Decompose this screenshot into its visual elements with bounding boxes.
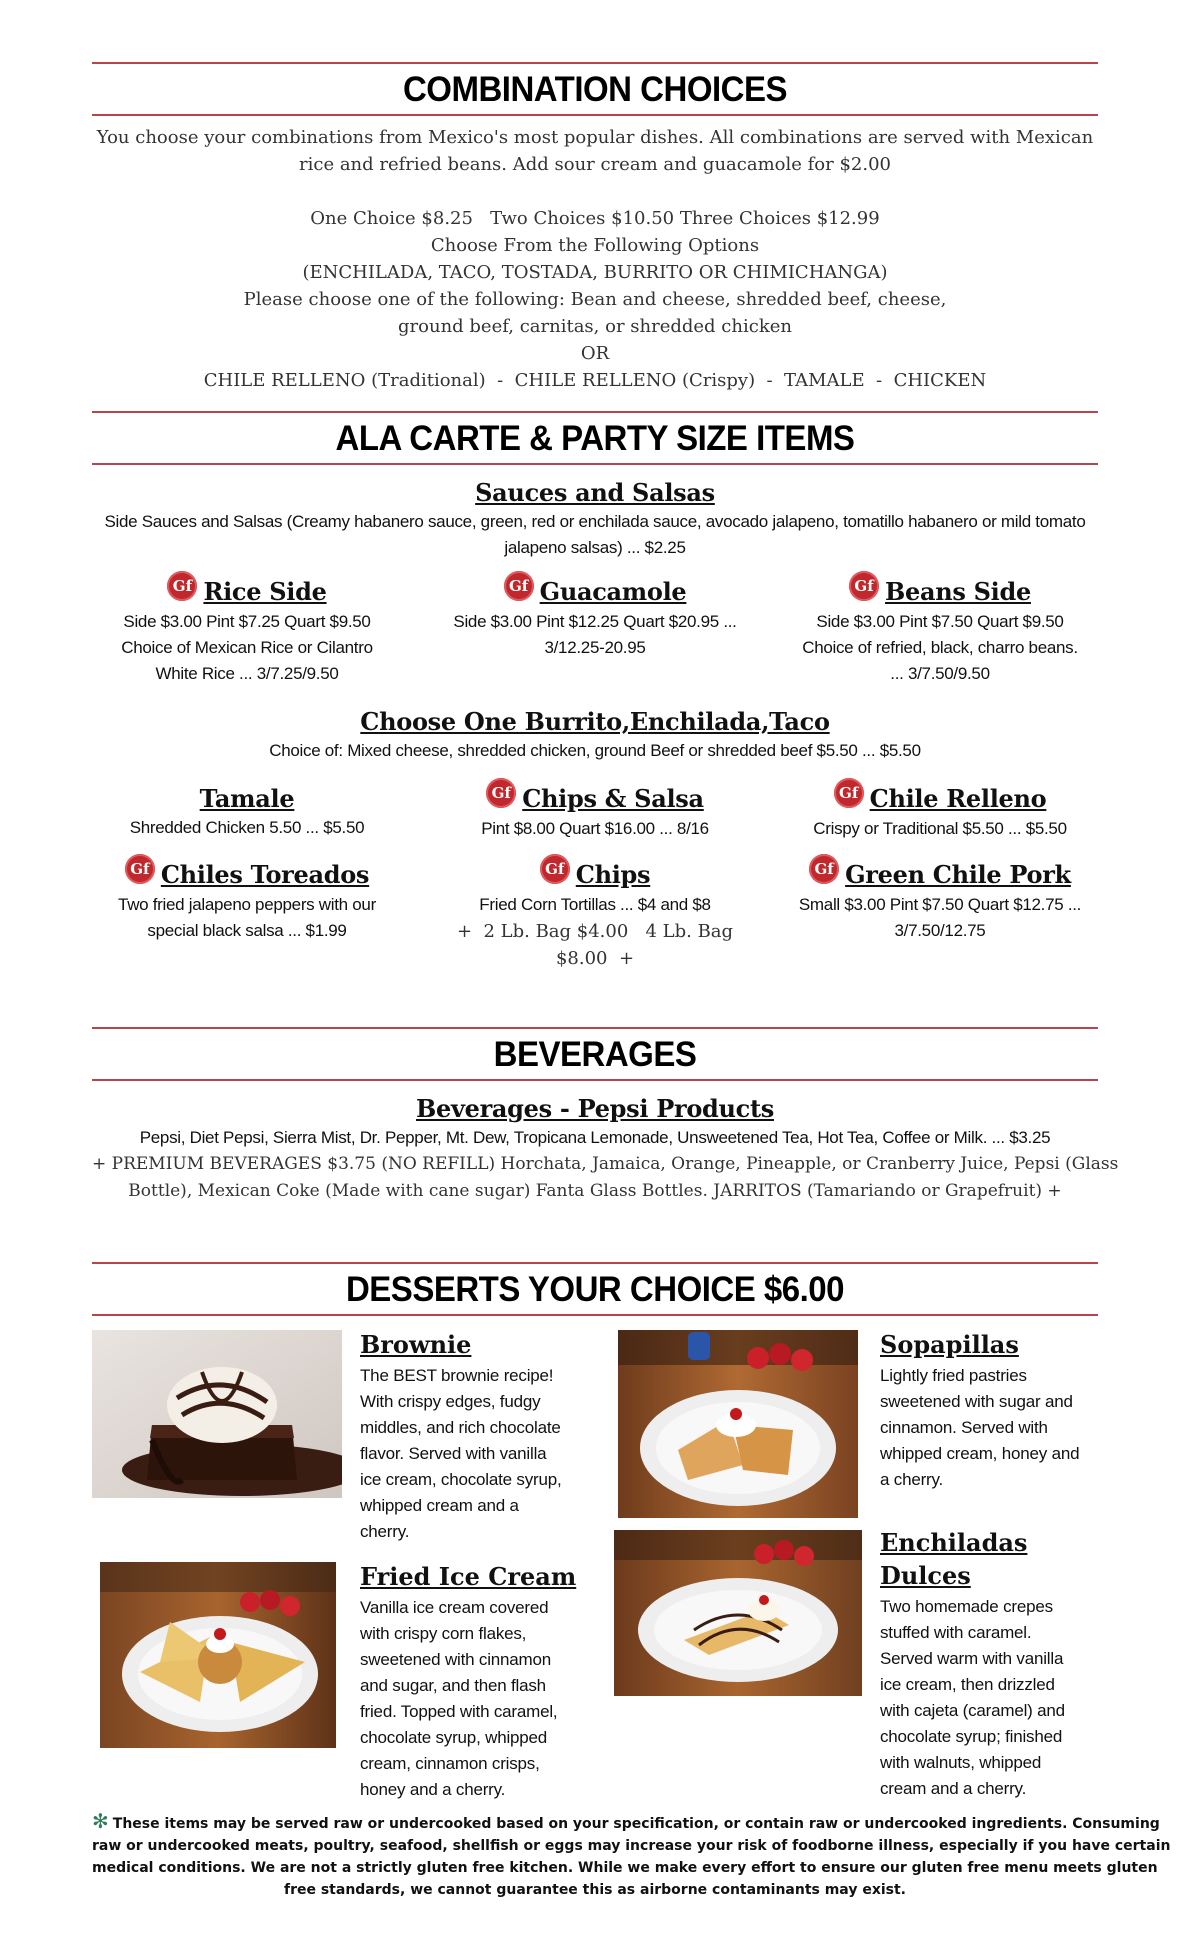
gluten-free-badge-icon: Gf xyxy=(167,571,197,601)
desserts-title: DESSERTS YOUR CHOICE $6.00 xyxy=(345,1268,845,1309)
enchiladas-dulces-title-line1: Enchiladas xyxy=(880,1528,1028,1557)
beverages-line1: Pepsi, Diet Pepsi, Sierra Mist, Dr. Pepper, Mt. Dew, Tropicana Lemonade, Unsweetened Tea, Hot Tea, Coffee or Milk. ... $3.25 xyxy=(139,1128,1051,1147)
brownie-photo xyxy=(92,1330,342,1498)
combination-fill-line1: Please choose one of the following: Bean and cheese, shredded beef, cheese, xyxy=(243,289,947,310)
fried-ice-cream-line: honey and a cherry. xyxy=(360,1780,506,1799)
disclaimer-line1: These items may be served raw or undercooked based on your specification, or contain raw or undercooked ingredients. Consuming xyxy=(112,1816,1160,1832)
chile-relleno-item xyxy=(780,784,1100,842)
fried-ice-cream-line: chocolate syrup, whipped xyxy=(360,1728,548,1747)
disclaimer-line3: medical conditions. We are not a strictly gluten free kitchen. While we make every effort to ensure our gluten free menu meets gluten xyxy=(92,1860,1158,1876)
brownie-title: Brownie xyxy=(360,1330,472,1359)
fried-ice-cream-line: with crispy corn flakes, xyxy=(360,1624,527,1643)
beans-side-line2: Choice of refried, black, charro beans. xyxy=(802,638,1078,657)
combination-fill-line2: ground beef, carnitas, or shredded chicken xyxy=(398,316,792,337)
rice-side-title: Rice Side xyxy=(203,577,327,606)
green-chile-pork-title: Green Chile Pork xyxy=(845,860,1071,889)
combination-intro xyxy=(92,124,1098,394)
sopapillas-line: a cherry. xyxy=(880,1470,944,1489)
fried-ice-cream-line: Vanilla ice cream covered xyxy=(360,1598,549,1617)
beverages-line2: + PREMIUM BEVERAGES $3.75 (NO REFILL) Horchata, Jamaica, Orange, Pineapple, or Cranberry Juice, Pepsi (Glass xyxy=(92,1154,1119,1174)
gluten-free-badge-icon: Gf xyxy=(809,854,839,884)
chips-item xyxy=(430,860,760,972)
combination-prices: One Choice $8.25 Two Choices $10.50 Three Choices $12.99 xyxy=(310,208,880,229)
beans-side-item xyxy=(780,577,1100,687)
rice-side-item xyxy=(92,577,402,687)
beans-side-title: Beans Side xyxy=(885,577,1031,606)
gluten-free-badge-icon: Gf xyxy=(849,571,879,601)
combination-or: OR xyxy=(580,343,610,364)
fried-ice-cream-block xyxy=(360,1562,600,1803)
fried-ice-cream-image xyxy=(100,1562,336,1748)
chile-relleno-title: Chile Relleno xyxy=(869,784,1047,813)
chiles-toreados-line2: special black salsa ... $1.99 xyxy=(147,921,347,940)
choose-one-line1: Choice of: Mixed cheese, shredded chicken, ground Beef or shredded beef $5.50 ... $5.50 xyxy=(269,741,921,760)
brownie-line: The BEST brownie recipe! xyxy=(360,1366,554,1385)
gluten-free-badge-icon: Gf xyxy=(125,854,155,884)
chips-title: Chips xyxy=(575,860,651,889)
tamale-line1: Shredded Chicken 5.50 ... $5.50 xyxy=(129,818,365,837)
enchiladas-dulces-line: with walnuts, whipped xyxy=(880,1753,1042,1772)
beverages-block xyxy=(92,1094,1119,1205)
tamale-item xyxy=(92,784,402,841)
enchiladas-dulces-photo xyxy=(614,1530,862,1696)
guacamole-item xyxy=(430,577,760,661)
brownie-line: With crispy edges, fudgy xyxy=(360,1392,541,1411)
sopapillas-line: whipped cream, honey and xyxy=(880,1444,1080,1463)
enchiladas-dulces-line: Served warm with vanilla xyxy=(880,1649,1064,1668)
sauces-line1: Side Sauces and Salsas (Creamy habanero sauce, green, red or enchilada sauce, avocado jalapeno, tomatillo habanero or mild tomato xyxy=(104,512,1086,531)
sopapillas-photo xyxy=(618,1330,858,1518)
fried-ice-cream-line: sweetened with cinnamon xyxy=(360,1650,552,1669)
guacamole-line2: 3/12.25-20.95 xyxy=(544,638,646,657)
brownie-line: flavor. Served with vanilla xyxy=(360,1444,547,1463)
combination-intro-line2: rice and refried beans. Add sour cream and guacamole for $2.00 xyxy=(299,154,891,175)
sopapillas-line: Lightly fried pastries xyxy=(880,1366,1027,1385)
enchiladas-dulces-block xyxy=(880,1528,1090,1802)
fried-ice-cream-line: and sugar, and then flash xyxy=(360,1676,546,1695)
brownie-line: cherry. xyxy=(360,1522,410,1541)
disclaimer-line2: raw or undercooked meats, poultry, seafood, shellfish or eggs may increase your risk of foodborne illness, especially if you have certain xyxy=(92,1838,1171,1854)
green-chile-pork-line2: 3/7.50/12.75 xyxy=(894,921,986,940)
enchiladas-dulces-line: cream and a cherry. xyxy=(880,1779,1027,1798)
fried-ice-cream-title: Fried Ice Cream xyxy=(360,1562,577,1591)
beverages-heading xyxy=(92,1027,1098,1081)
choose-one-block xyxy=(92,707,1098,764)
alacarte-title: ALA CARTE & PARTY SIZE ITEMS xyxy=(335,417,855,458)
sopapillas-block xyxy=(880,1330,1090,1493)
enchiladas-dulces-line: with cajeta (caramel) and xyxy=(880,1701,1065,1720)
beans-side-line3: ... 3/7.50/9.50 xyxy=(890,664,990,683)
beans-side-line1: Side $3.00 Pint $7.50 Quart $9.50 xyxy=(816,612,1064,631)
sopapillas-image xyxy=(618,1330,858,1518)
rice-side-line1: Side $3.00 Pint $7.25 Quart $9.50 xyxy=(123,612,371,631)
sauces-block xyxy=(92,478,1098,561)
brownie-image xyxy=(92,1330,342,1498)
rice-side-line2: Choice of Mexican Rice or Cilantro xyxy=(121,638,373,657)
combination-title: COMBINATION CHOICES xyxy=(402,68,788,109)
chips-salsa-item xyxy=(430,784,760,842)
beverages-line3: Bottle), Mexican Coke (Made with cane sugar) Fanta Glass Bottles. JARRITOS (Tamariando or Grapefruit) + xyxy=(128,1181,1062,1201)
choose-one-title: Choose One Burrito,Enchilada,Taco xyxy=(360,707,830,736)
desserts-heading xyxy=(92,1262,1098,1316)
asterisk-icon: ✻ xyxy=(92,1809,109,1833)
brownie-line: middles, and rich chocolate xyxy=(360,1418,561,1437)
green-chile-pork-item xyxy=(780,860,1100,944)
sauces-line2: jalapeno salsas) ... $2.25 xyxy=(504,538,686,557)
sopapillas-description xyxy=(880,1363,1090,1493)
alacarte-heading xyxy=(92,411,1098,465)
gluten-free-badge-icon: Gf xyxy=(540,854,570,884)
fried-ice-cream-photo xyxy=(100,1562,336,1748)
chips-salsa-title: Chips & Salsa xyxy=(522,784,704,813)
combination-alt: CHILE RELLENO (Traditional) - CHILE RELLENO (Crispy) - TAMALE - CHICKEN xyxy=(203,370,987,391)
chips-line3: $8.00 + xyxy=(555,948,635,969)
enchiladas-dulces-image xyxy=(614,1530,862,1696)
beverages-subtitle: Beverages - Pepsi Products xyxy=(416,1094,774,1123)
rice-side-line3: White Rice ... 3/7.25/9.50 xyxy=(155,664,339,683)
enchiladas-dulces-line: chocolate syrup; finished xyxy=(880,1727,1063,1746)
guacamole-line1: Side $3.00 Pint $12.25 Quart $20.95 ... xyxy=(453,612,737,631)
chile-relleno-line1: Crispy or Traditional $5.50 ... $5.50 xyxy=(813,819,1067,838)
enchiladas-dulces-description xyxy=(880,1594,1090,1802)
sopapillas-title: Sopapillas xyxy=(880,1330,1019,1359)
sopapillas-line: cinnamon. Served with xyxy=(880,1418,1048,1437)
green-chile-pork-line1: Small $3.00 Pint $7.50 Quart $12.75 ... xyxy=(798,895,1082,914)
combination-heading xyxy=(92,62,1098,116)
disclaimer xyxy=(92,1809,1171,1901)
brownie-line: ice cream, chocolate syrup, xyxy=(360,1470,562,1489)
chips-line2: + 2 Lb. Bag $4.00 4 Lb. Bag xyxy=(456,921,734,942)
guacamole-title: Guacamole xyxy=(539,577,687,606)
chiles-toreados-item xyxy=(92,860,402,944)
chips-line1: Fried Corn Tortillas ... $4 and $8 xyxy=(479,895,711,914)
brownie-line: whipped cream and a xyxy=(360,1496,519,1515)
disclaimer-line4: free standards, we cannot guarantee this as airborne contaminants may exist. xyxy=(283,1882,906,1898)
enchiladas-dulces-line: Two homemade crepes xyxy=(880,1597,1053,1616)
gluten-free-badge-icon: Gf xyxy=(486,778,516,808)
sopapillas-line: sweetened with sugar and xyxy=(880,1392,1073,1411)
fried-ice-cream-description xyxy=(360,1595,600,1803)
brownie-description xyxy=(360,1363,600,1545)
chips-salsa-line1: Pint $8.00 Quart $16.00 ... 8/16 xyxy=(481,819,709,838)
chiles-toreados-title: Chiles Toreados xyxy=(160,860,370,889)
sauces-title: Sauces and Salsas xyxy=(475,478,715,507)
brownie-block xyxy=(360,1330,600,1545)
gluten-free-badge-icon: Gf xyxy=(834,778,864,808)
beverages-title: BEVERAGES xyxy=(493,1033,697,1074)
enchiladas-dulces-line: stuffed with caramel. xyxy=(880,1623,1032,1642)
combination-choose: Choose From the Following Options xyxy=(430,235,760,256)
enchiladas-dulces-title-line2: Dulces xyxy=(880,1561,971,1590)
tamale-title: Tamale xyxy=(199,784,295,813)
gluten-free-badge-icon: Gf xyxy=(504,571,534,601)
fried-ice-cream-line: cream, cinnamon crisps, xyxy=(360,1754,540,1773)
enchiladas-dulces-line: ice cream, then drizzled xyxy=(880,1675,1055,1694)
fried-ice-cream-line: fried. Topped with caramel, xyxy=(360,1702,558,1721)
combination-options: (ENCHILADA, TACO, TOSTADA, BURRITO OR CHIMICHANGA) xyxy=(302,262,888,283)
combination-intro-line1: You choose your combinations from Mexico's most popular dishes. All combinations are served with Mexican xyxy=(96,127,1094,148)
chiles-toreados-line1: Two fried jalapeno peppers with our xyxy=(118,895,376,914)
